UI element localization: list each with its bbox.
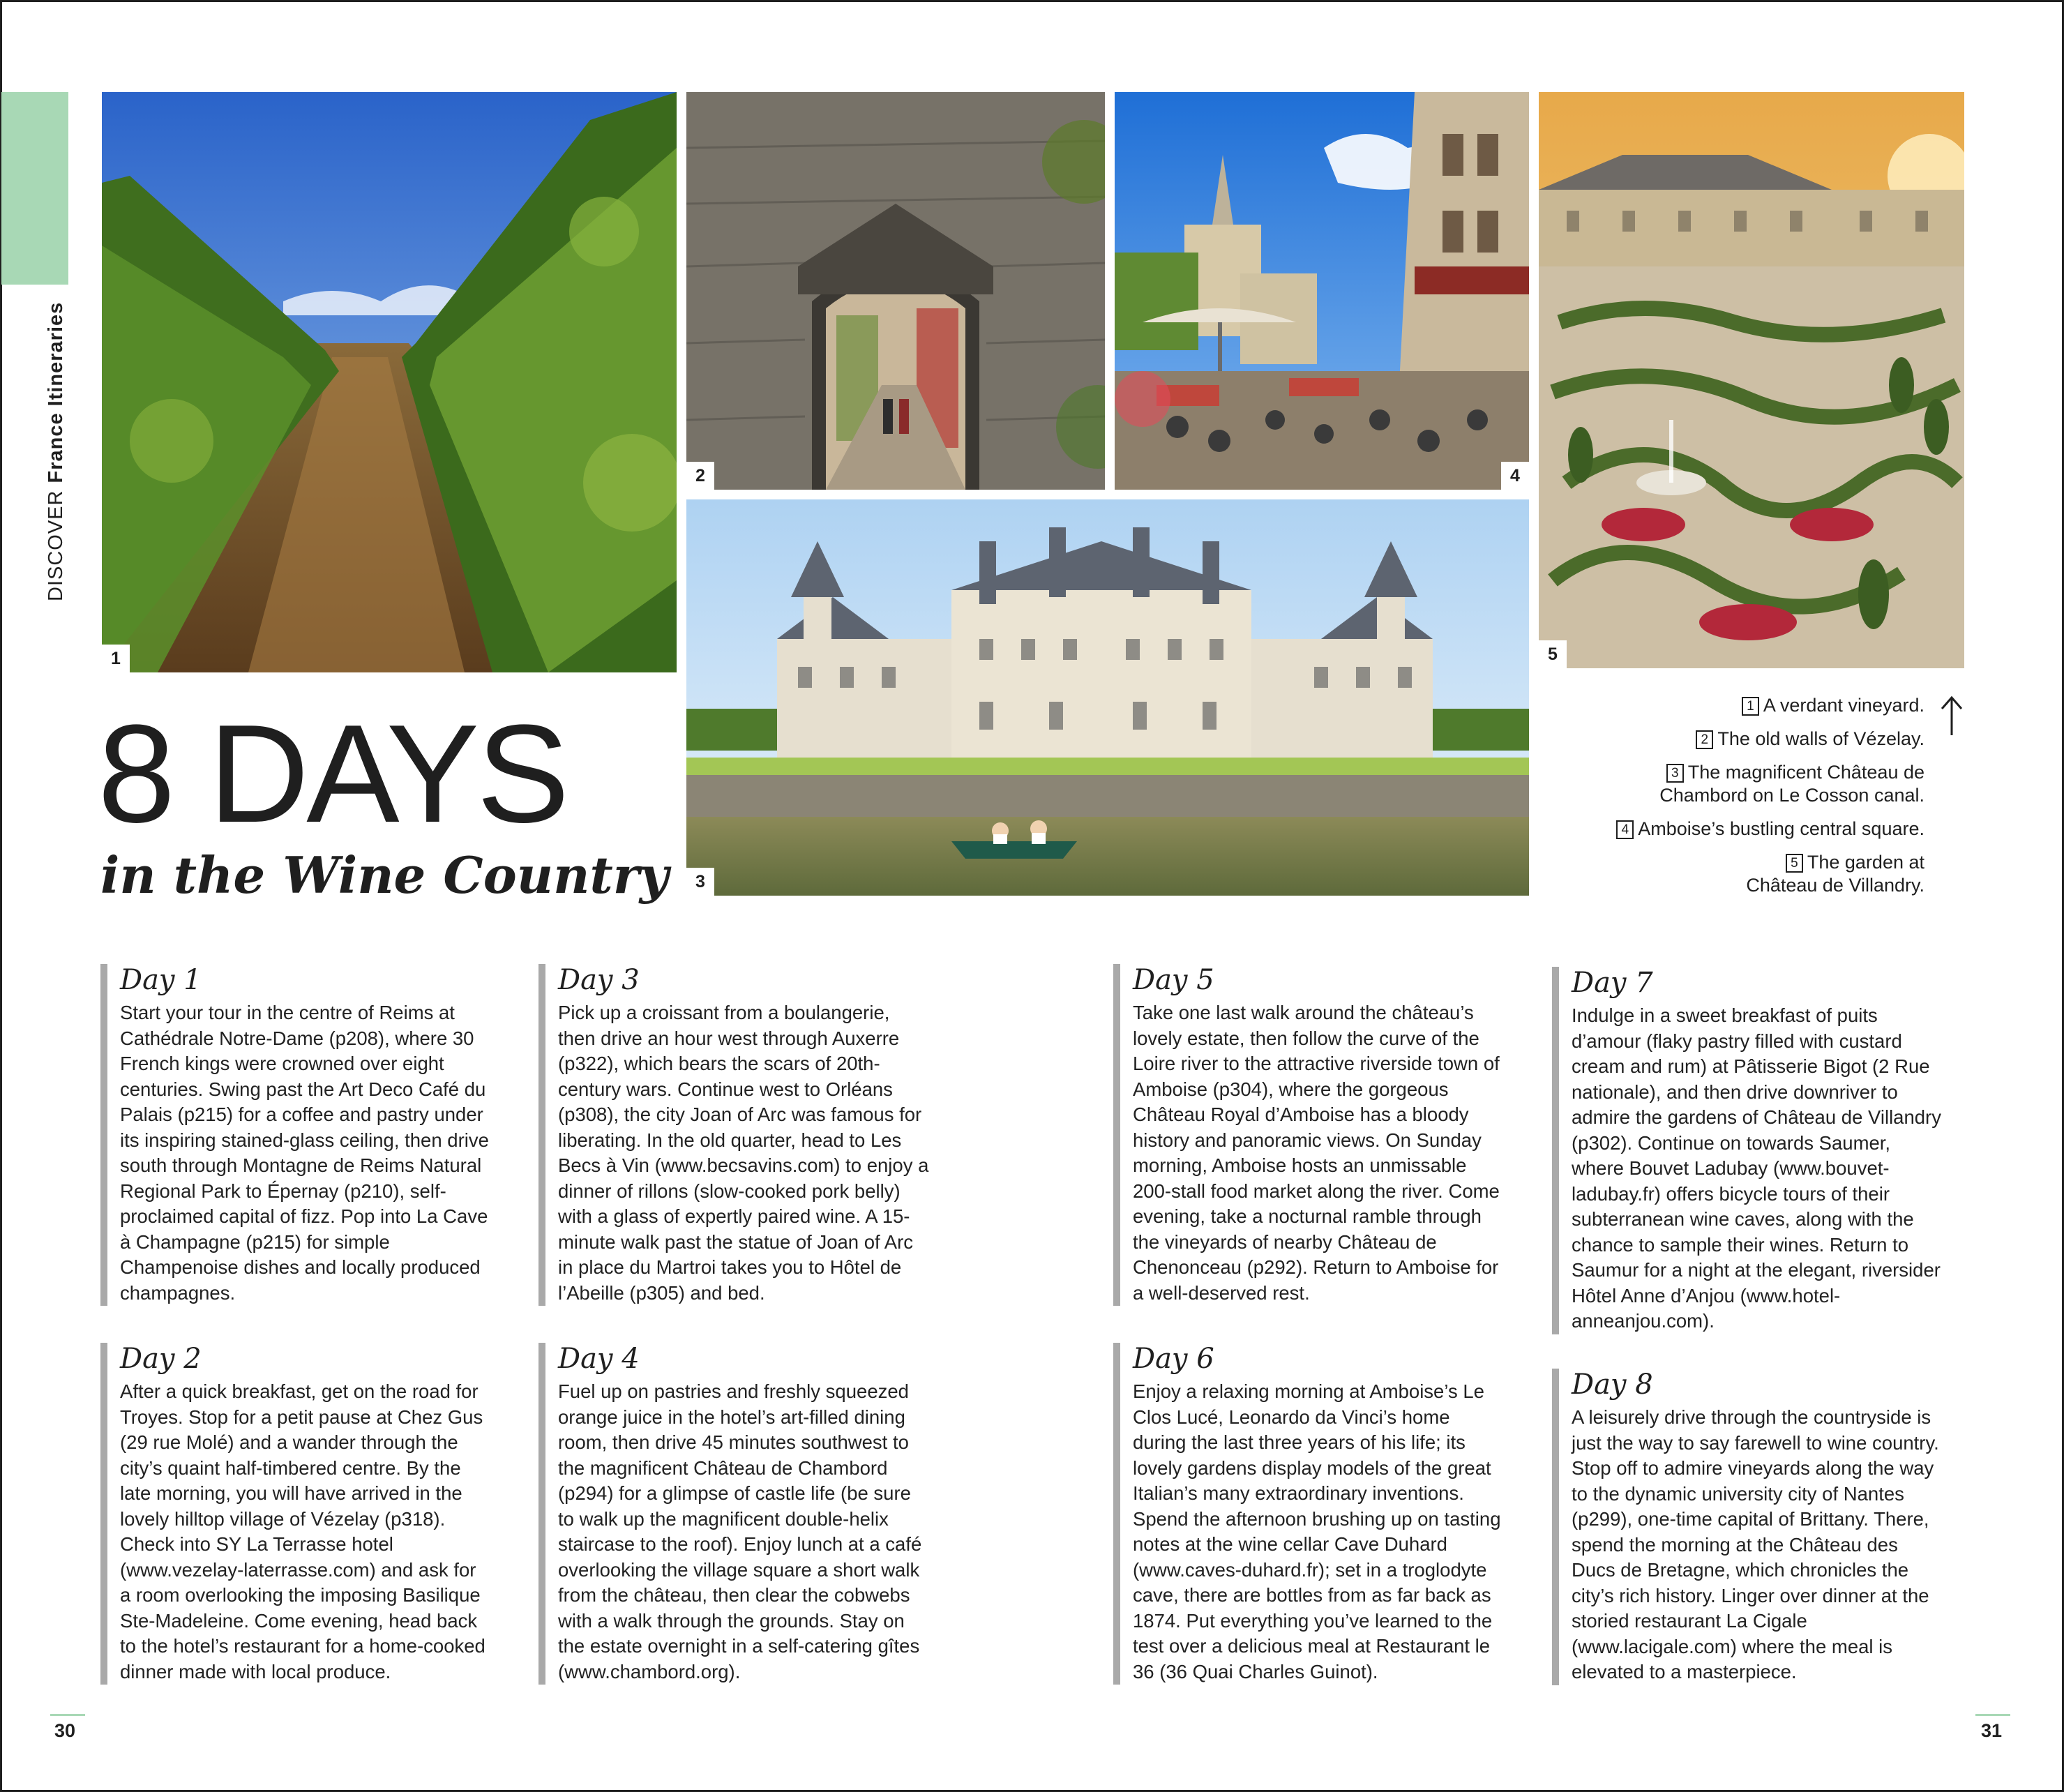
column-1b [100, 1343, 491, 1685]
day-7-text: Indulge in a sweet breakfast of puits d’amour (flaky pastry filled with custard cream and rum) at Pâtisserie Bigot (2 Rue nationale), and then drive downriver to admire the gardens of Château de Villandry (p302). Continue on towards Saumer, where Bouvet Ladubay (www.bouvet-ladubay.fr) offers bicycle tours of their subterranean wine caves, along with the chance to sample their wines. Return to Saumur for a night at the elegant, riversider Hôtel Anne d’Anjou (www.hotel-anneanjou.com). [1572, 1004, 1941, 1332]
arrow-up-icon [1938, 695, 1966, 737]
section-tab [1, 92, 68, 285]
day-4-title: Day 4 [558, 1343, 640, 1375]
vezelay-walls-photo [686, 92, 1105, 490]
page-number-left: 30 [54, 1720, 76, 1741]
page-number-left-rule [50, 1714, 85, 1716]
day-4-text: Fuel up on pastries and freshly squeezed orange juice in the hotel’s art-filled dining room, then drive 45 minutes southwest to the magnificent Château de Chambord (p294) for a glimpse of castle life (be sure to walk up the magnificent double-helix staircase to the roof). Enjoy lunch at a café overlooking the village square a short walk from the château, then clear the cobwebs with a walk through the grounds. Stay on the estate overnight in a self-catering gîtes (www.chambord.org). [558, 1380, 922, 1682]
day-2 [100, 1343, 491, 1685]
day-7-title: Day 7 [1572, 967, 1653, 999]
column-4 [1552, 967, 1943, 1334]
page-subtitle: in the Wine Country [100, 845, 669, 905]
day-8-title: Day 8 [1572, 1369, 1653, 1401]
page-title: 8 DAYS [98, 696, 567, 852]
caption-1: 1 A verdant vineyard. [1616, 694, 1924, 717]
day-5-title: Day 5 [1133, 964, 1214, 996]
day-5 [1113, 964, 1504, 1306]
day-3-text: Pick up a croissant from a boulangerie, then drive an hour west through Auxerre (p322), which bears the scars of 20th-century wars. Continue west to Orléans (p308), the city Joan of Arc was famous for liberating. In the old quarter, head to Les Becs à Vin (www.becsavins.com) to enjoy a dinner of rillons (slow-cooked pork belly) with a glass of expertly paired wine. A 15-minute walk past the statue of Joan of Arc in place du Martroi takes you to Hôtel de l’Abeille (p305) and bed. [558, 1002, 929, 1304]
caption-5: 5 The garden at Château de Villandry. [1746, 852, 1924, 896]
photo-number-5: 5 [1539, 640, 1567, 668]
day-3-title: Day 3 [558, 964, 640, 996]
caption-4: 4 Amboise’s bustling central square. [1616, 818, 1924, 841]
section-name: DISCOVER [45, 490, 67, 601]
chapter-name: France Itineraries [45, 301, 67, 483]
photo-number-3: 3 [686, 868, 714, 896]
chambord-photo [686, 499, 1529, 896]
day-6-text: Enjoy a relaxing morning at Amboise’s Le Clos Lucé, Leonardo da Vinci’s home during the last three years of his life; its lovely gardens display models of the great Italian’s many extraordinary inventions. Spend the afternoon brushing up on tasting notes at the wine cellar Cave Duhard (www.caves-duhard.fr); set in a troglodyte cave, there are bottles from as far back as 1874. Put everything you’ve learned to the test over a delicious meal at Restaurant le 36 (36 Quai Charles Guinot). [1133, 1380, 1501, 1682]
column-3b [1113, 1343, 1504, 1685]
day-1 [100, 964, 491, 1306]
photo-number-2: 2 [686, 462, 714, 490]
caption-2: 2 The old walls of Vézelay. [1616, 728, 1924, 751]
day-6-title: Day 6 [1133, 1343, 1214, 1375]
column-2b [538, 1343, 929, 1685]
day-2-title: Day 2 [120, 1343, 202, 1375]
photo-captions [1616, 694, 1924, 908]
day-1-text: Start your tour in the centre of Reims at Cathédrale Notre-Dame (p208), where 30 French kings were crowned over eight centuries. Swing past the Art Deco Café du Palais (p215) for a coffee and pastry under its inspiring stained-glass ceiling, then drive south through Montagne de Reims Natural Regional Park to Épernay (p210), self-proclaimed capital of fizz. Pop into La Cave à Champagne (p215) for simple Champenoise dishes and locally produced champagnes. [120, 1002, 489, 1304]
column-1 [100, 964, 491, 1306]
caption-3: 3 The magnificent Château de Chambord on Le Cosson canal. [1659, 762, 1924, 806]
day-4 [538, 1343, 929, 1685]
photo-number-4: 4 [1501, 462, 1529, 490]
amboise-square-photo [1115, 92, 1529, 490]
page-number-right: 31 [1981, 1720, 2003, 1741]
column-2 [538, 964, 929, 1306]
section-label [45, 302, 68, 601]
photo-number-1: 1 [102, 645, 130, 672]
day-5-text: Take one last walk around the château’s lovely estate, then follow the curve of the Loire river to the attractive riverside town of Amboise (p304), where the gorgeous Château Royal d’Amboise has a bloody history and panoramic views. On Sunday morning, Amboise hosts an unmissable 200-stall food market along the river. Come evening, take a nocturnal ramble through the vineyards of nearby Château de Chenonceau (p292). Return to Amboise for a well-deserved rest. [1133, 1002, 1500, 1304]
day-6 [1113, 1343, 1504, 1685]
column-3 [1113, 964, 1504, 1306]
villandry-garden-photo [1539, 92, 1964, 668]
day-3 [538, 964, 929, 1306]
page-number-right-rule [1975, 1714, 2010, 1716]
day-8-text: A leisurely drive through the countryside is just the way to say farewell to wine country. Stop off to admire vineyards along the way to the dynamic university city of Nantes (p299), one-time capital of Brittany. There, spend the morning at the Château des Ducs de Bretagne, which chronicles the city’s rich history. Linger over dinner at the storied restaurant La Cigale (www.lacigale.com) where the meal is elevated to a masterpiece. [1572, 1406, 1939, 1682]
day-1-title: Day 1 [120, 964, 202, 996]
column-4b [1552, 1369, 1943, 1685]
vineyard-photo [102, 92, 677, 672]
day-7 [1552, 967, 1943, 1334]
day-8 [1552, 1369, 1943, 1685]
day-2-text: After a quick breakfast, get on the road for Troyes. Stop for a petit pause at Chez Gus (29 rue Molé) and a wander through the city’s quaint half-timbered centre. By the late morning, you will have arrived in the lovely hilltop village of Vézelay (p318). Check into SY La Terrasse hotel (www.vezelay-laterrasse.com) and ask for a room overlooking the imposing Basilique Ste-Madeleine. Come evening, head back to the hotel’s restaurant for a home-cooked dinner made with local produce. [120, 1380, 485, 1682]
